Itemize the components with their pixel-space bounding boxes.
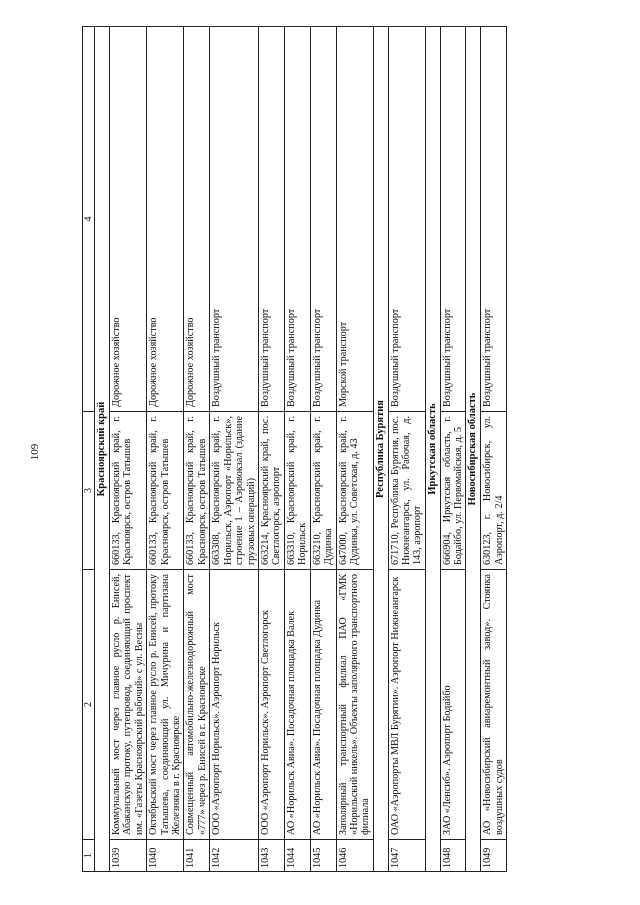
sector-cell: Воздушный транспорт: [481, 27, 507, 412]
address-cell: 660133, Красноярский край, г. Красноярск, остров Татышев: [184, 412, 210, 570]
sector-cell: Воздушный транспорт: [310, 27, 336, 412]
object-name-cell: Заполярный транспортный филиал ПАО «ГМК «Норильский никель». Объекты заполярного транспортного филиала: [336, 570, 373, 840]
region-heading-row: [466, 27, 481, 872]
row-number: 1044: [284, 840, 310, 872]
region-heading: Республика Бурятия: [373, 27, 388, 872]
row-number: 1040: [147, 840, 184, 872]
address-cell: 660133, Красноярский край, г. Красноярск, остров Татышев: [147, 412, 184, 570]
address-cell: 663308, Красноярский край, г. Норильск, Аэропорт «Норильск», строение 1 – Аэровокзал (здание грузовых операций): [210, 412, 259, 570]
address-cell: 663210, Красноярский край, г. Дудинка: [310, 412, 336, 570]
address-cell: 671710, Республика Бурятия, пос. Нижнеангарск, ул. Рабочая, д. 143, аэропорт: [388, 412, 425, 570]
region-heading-row: [95, 27, 110, 872]
sector-cell: Воздушный транспорт: [388, 27, 425, 412]
address-cell: 630123, г. Новосибирск, ул. Аэропорт, д. 2/4: [481, 412, 507, 570]
sector-cell: Воздушный транспорт: [284, 27, 310, 412]
object-name-cell: ЗАО «Ленсиб». Аэропорт Бодайбо: [440, 570, 466, 840]
table-row: [284, 27, 310, 872]
address-cell: 647000, Красноярский край, г. Дудинка, ул. Советская, д. 43: [336, 412, 373, 570]
sector-cell: Морской транспорт: [336, 27, 373, 412]
object-name-cell: ООО «Аэропорт Норильск». Аэропорт Норильск: [210, 570, 259, 840]
objects-table: [82, 26, 507, 872]
row-number: 1039: [109, 840, 146, 872]
table-row: [210, 27, 259, 872]
page-number: 109: [29, 443, 41, 461]
table-row: [440, 27, 466, 872]
row-number: 1043: [259, 840, 285, 872]
table-row: [388, 27, 425, 872]
region-heading-row: [373, 27, 388, 872]
sector-cell: Воздушный транспорт: [259, 27, 285, 412]
table-row: [310, 27, 336, 872]
column-number: 4: [83, 27, 95, 412]
rotated-table-container: [82, 27, 582, 872]
region-heading-row: [425, 27, 440, 872]
object-name-cell: Коммунальный мост через главное русло р. Енисей, Абаканскую протоку, путепровод, соединяющий проспект им. «Газеты Красноярский рабочий» с ул. Весны: [109, 570, 146, 840]
region-heading: Иркутская область: [425, 27, 440, 872]
column-number: 1: [83, 840, 95, 872]
sector-cell: Дорожное хозяйство: [109, 27, 146, 412]
column-number: 2: [83, 570, 95, 840]
table-row: [336, 27, 373, 872]
table-row: [109, 27, 146, 872]
sector-cell: Дорожное хозяйство: [184, 27, 210, 412]
row-number: 1042: [210, 840, 259, 872]
column-number-row: [83, 27, 95, 872]
table-row: [184, 27, 210, 872]
object-name-cell: ООО «Аэропорт Норильск». Аэропорт Светлогорск: [259, 570, 285, 840]
region-heading: Новосибирская область: [466, 27, 481, 872]
region-heading: Красноярский край: [95, 27, 110, 872]
table-row: [147, 27, 184, 872]
row-number: 1045: [310, 840, 336, 872]
object-name-cell: Совмещенный автомобильно-железнодорожный мост «777» через р. Енисей в г. Красноярске: [184, 570, 210, 840]
column-number: 3: [83, 412, 95, 570]
table-row: [259, 27, 285, 872]
sector-cell: Дорожное хозяйство: [147, 27, 184, 412]
row-number: 1047: [388, 840, 425, 872]
table-row: [481, 27, 507, 872]
address-cell: 663214, Красноярский край, пос. Светлогорск, аэропорт: [259, 412, 285, 570]
object-name-cell: Октябрьский мост через главное русло р. Енисей, протоку Татышева, соединяющий ул. Мичурина и партизана Железняка в г. Красноярске: [147, 570, 184, 840]
object-name-cell: АО «Норильск Авиа». Посадочная площадка Валек: [284, 570, 310, 840]
sector-cell: Воздушный транспорт: [440, 27, 466, 412]
sector-cell: Воздушный транспорт: [210, 27, 259, 412]
address-cell: 666904, Иркутская область, г. Бодайбо, ул. Первомайская, д. 5: [440, 412, 466, 570]
row-number: 1048: [440, 840, 466, 872]
object-name-cell: АО «Норильск Авиа». Посадочная площадка Дудинка: [310, 570, 336, 840]
address-cell: 663310, Красноярский край, г. Норильск: [284, 412, 310, 570]
row-number: 1041: [184, 840, 210, 872]
address-cell: 660133, Красноярский край, г. Красноярск, остров Татышев: [109, 412, 146, 570]
row-number: 1049: [481, 840, 507, 872]
object-name-cell: ОАО «Аэропорты МВЛ Бурятии». Аэропорт Нижнеангарск: [388, 570, 425, 840]
row-number: 1046: [336, 840, 373, 872]
object-name-cell: АО «Новосибирский авиаремонтный завод». Стоянка воздушных судов: [481, 570, 507, 840]
